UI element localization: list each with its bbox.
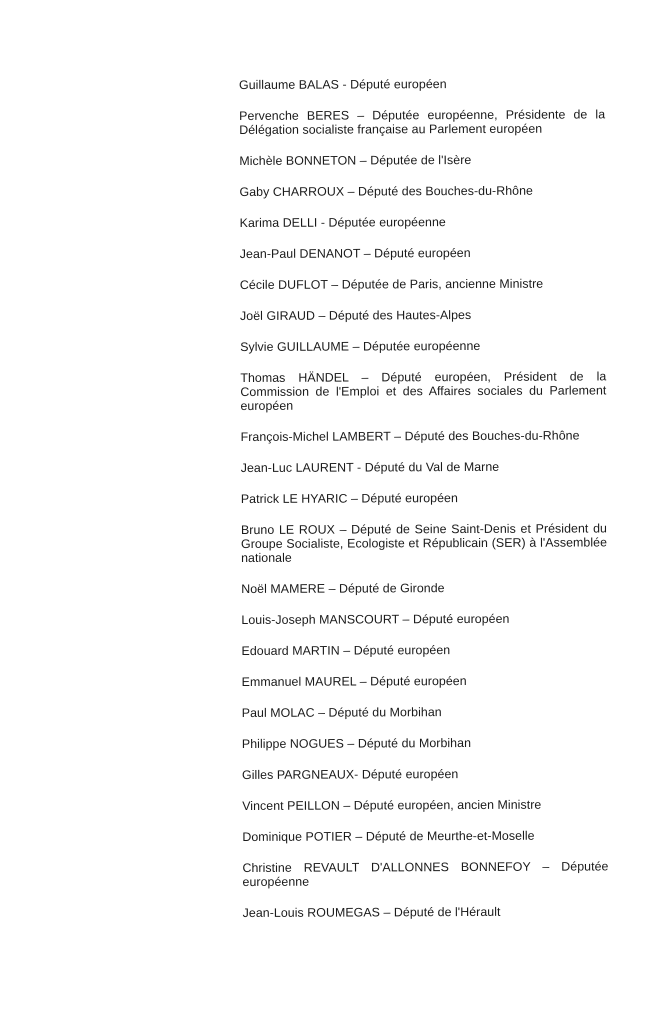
signatory-entry: Pervenche BERES – Députée européenne, Présidente de la Délégation socialiste française au Parlement européen bbox=[239, 107, 606, 137]
signatory-entry: Jean-Louis ROUMEGAS – Député de l'Hérault bbox=[242, 904, 501, 920]
signatory-entry: Gaby CHARROUX – Député des Bouches-du-Rhône bbox=[239, 183, 534, 199]
signatory-entry: Thomas HÄNDEL – Député européen, Président de la Commission de l'Emploi et des Affaires sociales du Parlement européen bbox=[240, 369, 607, 413]
signatory-entry: Michèle BONNETON – Députée de l'Isère bbox=[239, 152, 472, 168]
signatory-entry: Gilles PARGNEAUX- Député européen bbox=[242, 767, 459, 782]
signatory-entry: Philippe NOGUES – Député du Morbihan bbox=[241, 735, 472, 751]
signatory-entry: Jean-Luc LAURENT - Député du Val de Marne bbox=[240, 459, 500, 475]
signatory-entry: Edouard MARTIN – Député européen bbox=[241, 643, 451, 658]
signatory-entry: Patrick LE HYARIC – Député européen bbox=[240, 491, 458, 506]
signatory-entry: Vincent PEILLON – Député européen, ancien Ministre bbox=[242, 797, 542, 813]
signatory-entry: Paul MOLAC – Député du Morbihan bbox=[241, 705, 442, 720]
signatory-entry: Dominique POTIER – Député de Meurthe-et-Moselle bbox=[242, 828, 535, 844]
signatory-entry: Joël GIRAUD – Député des Hautes-Alpes bbox=[240, 307, 472, 323]
signatory-entry: Bruno LE ROUX – Député de Seine Saint-Denis et Président du Groupe Socialiste, Ecologiste et Républicain (SER) à l'Assemblée nationale bbox=[240, 521, 608, 565]
signatory-entry: Christine REVAULT D'ALLONNES BONNEFOY – Députée européenne bbox=[242, 859, 609, 889]
signatory-list bbox=[239, 76, 609, 937]
signatory-entry: Jean-Paul DENANOT – Député européen bbox=[239, 245, 471, 261]
signatory-entry: Guillaume BALAS - Député européen bbox=[239, 77, 447, 92]
signatory-entry: Noël MAMERE – Député de Gironde bbox=[241, 581, 445, 596]
signatory-entry: Emmanuel MAUREL – Député européen bbox=[241, 674, 467, 689]
signatory-entry: Karima DELLI - Députée européenne bbox=[239, 215, 446, 230]
signatory-entry: François-Michel LAMBERT – Député des Bouches-du-Rhône bbox=[240, 428, 580, 444]
signatory-entry: Sylvie GUILLAUME – Députée européenne bbox=[240, 338, 481, 354]
signatory-entry: Louis-Joseph MANSCOURT – Député européen bbox=[241, 611, 510, 627]
signatory-entry: Cécile DUFLOT – Députée de Paris, ancienne Ministre bbox=[239, 276, 544, 292]
